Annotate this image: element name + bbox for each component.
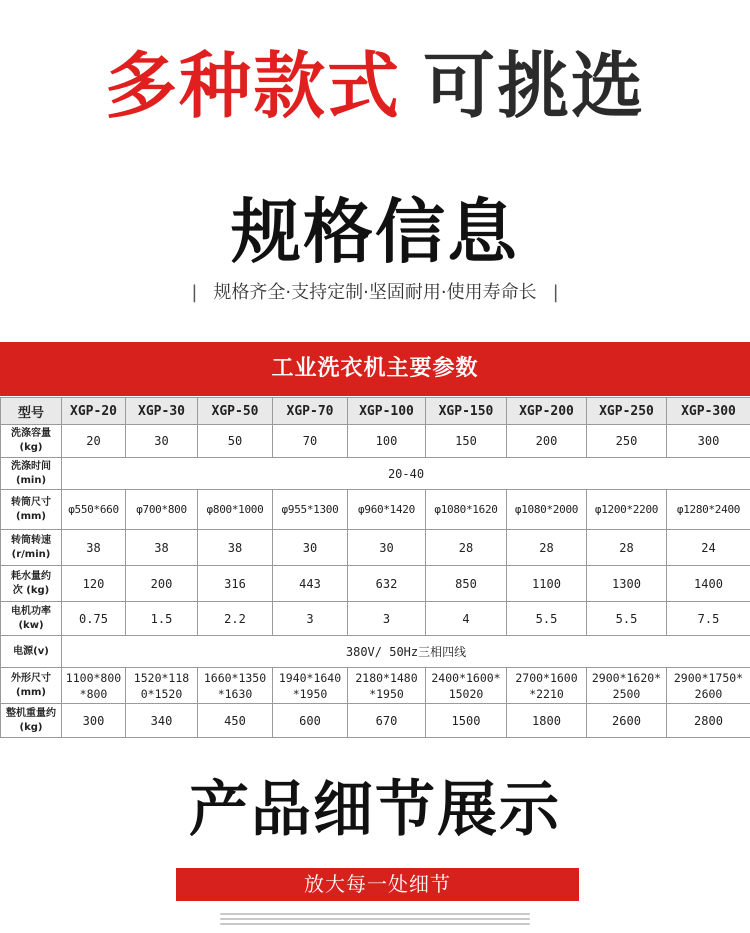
table-row-capacity bbox=[1, 425, 750, 458]
table-cell: 670 bbox=[348, 704, 426, 738]
table-cell: 50 bbox=[198, 425, 273, 458]
table-cell: φ955*1300 bbox=[273, 490, 348, 530]
table-cell: 24 bbox=[667, 530, 750, 566]
table-cell: 3 bbox=[273, 602, 348, 636]
spec-section-title: 规格信息 bbox=[231, 191, 519, 273]
model-cell: XGP-70 bbox=[273, 398, 348, 425]
table-cell: φ1280*2400 bbox=[667, 490, 750, 530]
model-cell: XGP-300 bbox=[667, 398, 750, 425]
model-cell: XGP-250 bbox=[587, 398, 667, 425]
table-cell: 7.5 bbox=[667, 602, 750, 636]
spec-table bbox=[0, 397, 750, 738]
table-cell: 1800 bbox=[507, 704, 587, 738]
row-label: 电机功率 (kw) bbox=[1, 602, 62, 636]
table-cell: 1.5 bbox=[126, 602, 198, 636]
model-cell: XGP-150 bbox=[426, 398, 507, 425]
table-cell: 2900*1620* 2500 bbox=[587, 668, 667, 704]
table-cell: φ800*1000 bbox=[198, 490, 273, 530]
table-cell: 316 bbox=[198, 566, 273, 602]
power-supply-value: 380V/ 50Hz三相四线 bbox=[62, 636, 750, 668]
table-cell: 1100*800 *800 bbox=[62, 668, 126, 704]
detail-section-bar: 放大每一处细节 bbox=[176, 868, 579, 901]
banner-red-text: 多种款式 bbox=[104, 44, 401, 128]
row-label: 洗涤时间 (min) bbox=[1, 458, 62, 490]
fine-print-line bbox=[220, 913, 530, 915]
spec-section-subtitle bbox=[0, 280, 750, 306]
table-cell: 200 bbox=[126, 566, 198, 602]
table-cell: 300 bbox=[62, 704, 126, 738]
table-cell: φ1080*1620 bbox=[426, 490, 507, 530]
table-cell: 300 bbox=[667, 425, 750, 458]
table-row-water bbox=[1, 566, 750, 602]
table-cell: 30 bbox=[126, 425, 198, 458]
table-row-power-supply bbox=[1, 636, 750, 668]
row-label: 洗涤容量 (kg) bbox=[1, 425, 62, 458]
model-cell: XGP-100 bbox=[348, 398, 426, 425]
row-label: 转筒尺寸 (mm) bbox=[1, 490, 62, 530]
table-cell: 2900*1750* 2600 bbox=[667, 668, 750, 704]
table-cell: φ960*1420 bbox=[348, 490, 426, 530]
table-cell: 120 bbox=[62, 566, 126, 602]
row-label: 电源(v) bbox=[1, 636, 62, 668]
table-cell: 1940*1640 *1950 bbox=[273, 668, 348, 704]
table-cell: 38 bbox=[198, 530, 273, 566]
row-label: 转筒转速 (r/min) bbox=[1, 530, 62, 566]
table-cell: 70 bbox=[273, 425, 348, 458]
detail-section-title: 产品细节展示 bbox=[189, 775, 561, 845]
table-cell: 3 bbox=[348, 602, 426, 636]
table-cell: 2700*1600 *2210 bbox=[507, 668, 587, 704]
table-cell: 1660*1350 *1630 bbox=[198, 668, 273, 704]
table-cell: 450 bbox=[198, 704, 273, 738]
table-cell: 30 bbox=[348, 530, 426, 566]
table-cell: 38 bbox=[62, 530, 126, 566]
table-cell: 443 bbox=[273, 566, 348, 602]
table-cell: φ550*660 bbox=[62, 490, 126, 530]
table-cell: 1500 bbox=[426, 704, 507, 738]
table-cell: 100 bbox=[348, 425, 426, 458]
model-label: 型号 bbox=[1, 398, 62, 425]
table-cell: 340 bbox=[126, 704, 198, 738]
table-cell: 200 bbox=[507, 425, 587, 458]
table-cell: 1100 bbox=[507, 566, 587, 602]
table-cell: 5.5 bbox=[507, 602, 587, 636]
table-cell: 28 bbox=[426, 530, 507, 566]
model-cell: XGP-20 bbox=[62, 398, 126, 425]
model-cell: XGP-50 bbox=[198, 398, 273, 425]
table-cell: 5.5 bbox=[587, 602, 667, 636]
wash-time-value: 20-40 bbox=[62, 458, 750, 490]
row-label: 耗水量约 次 (kg) bbox=[1, 566, 62, 602]
table-cell: 20 bbox=[62, 425, 126, 458]
table-cell: 632 bbox=[348, 566, 426, 602]
table-cell: 30 bbox=[273, 530, 348, 566]
table-cell: 1400 bbox=[667, 566, 750, 602]
table-row-motor-power bbox=[1, 602, 750, 636]
table-cell: 1300 bbox=[587, 566, 667, 602]
table-title: 工业洗衣机主要参数 bbox=[0, 342, 750, 396]
table-cell: 600 bbox=[273, 704, 348, 738]
table-cell: φ700*800 bbox=[126, 490, 198, 530]
table-cell: 4 bbox=[426, 602, 507, 636]
table-cell: φ1080*2000 bbox=[507, 490, 587, 530]
table-row-drum-size bbox=[1, 490, 750, 530]
table-cell: 2180*1480 *1950 bbox=[348, 668, 426, 704]
table-cell: 2400*1600* 15020 bbox=[426, 668, 507, 704]
table-cell: 850 bbox=[426, 566, 507, 602]
top-banner bbox=[0, 38, 750, 134]
table-cell: 28 bbox=[507, 530, 587, 566]
table-cell: 38 bbox=[126, 530, 198, 566]
table-row-dimensions bbox=[1, 668, 750, 704]
separator-right: | bbox=[552, 282, 559, 303]
table-row-model bbox=[1, 398, 750, 425]
table-cell: 2600 bbox=[587, 704, 667, 738]
fine-print-line bbox=[220, 923, 530, 925]
fine-print-decoration bbox=[220, 910, 530, 932]
separator-left: | bbox=[191, 282, 198, 303]
table-cell: 2.2 bbox=[198, 602, 273, 636]
table-cell: φ1200*2200 bbox=[587, 490, 667, 530]
table-row-drum-speed bbox=[1, 530, 750, 566]
table-cell: 250 bbox=[587, 425, 667, 458]
table-cell: 1520*118 0*1520 bbox=[126, 668, 198, 704]
row-label: 整机重量约 (kg) bbox=[1, 704, 62, 738]
row-label: 外形尺寸 (mm) bbox=[1, 668, 62, 704]
banner-dark-text: 可挑选 bbox=[423, 44, 646, 128]
table-row-weight bbox=[1, 704, 750, 738]
fine-print-line bbox=[220, 918, 530, 920]
table-cell: 2800 bbox=[667, 704, 750, 738]
model-cell: XGP-30 bbox=[126, 398, 198, 425]
table-row-wash-time bbox=[1, 458, 750, 490]
subtitle-text: 规格齐全·支持定制·坚固耐用·使用寿命长 bbox=[213, 282, 537, 303]
table-cell: 150 bbox=[426, 425, 507, 458]
table-cell: 28 bbox=[587, 530, 667, 566]
table-cell: 0.75 bbox=[62, 602, 126, 636]
model-cell: XGP-200 bbox=[507, 398, 587, 425]
